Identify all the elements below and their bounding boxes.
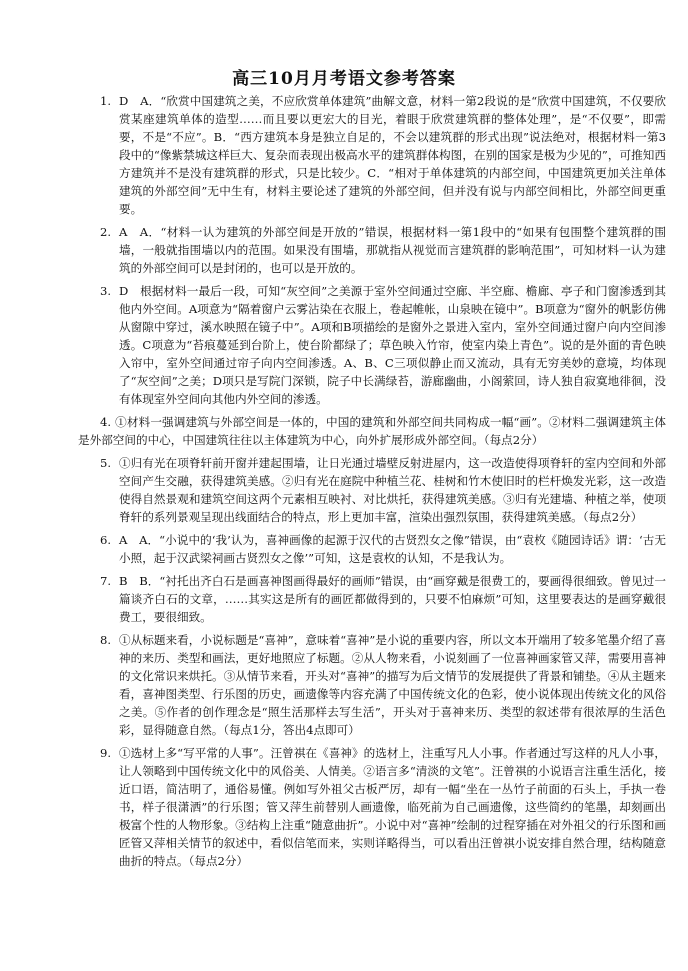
item-number: 1. [100, 94, 112, 108]
answer-item-8 [0, 631, 688, 739]
item-number: 8. [100, 633, 112, 647]
item-number: 6. [100, 533, 112, 547]
item-text: B B．“衬托出齐白石是画喜神图画得最好的画师”错误，由“画穿戴是很费工的，要画得很细致。曾见过一篇谈齐白石的文章，……其实这是所有的画匠都做得到的，只要不怕麻烦”可知，这里要表达的是画穿戴很费工，要很细致。 [119, 574, 666, 624]
item-text: A A．“小说中的‘我’认为，喜神画像的起源于汉代的古贤烈女之像”错误，由“袁枚《随园诗话》谓：‘古无小照，起于汉武梁祠画古贤烈女之像’”可知，这是袁枚的认知，不是我认为。 [119, 533, 666, 565]
answer-item-6 [0, 531, 688, 567]
item-text: ①从标题来看，小说标题是“喜神”，意味着“喜神”是小说的重要内容，所以文本开端用了较多笔墨介绍了喜神的来历、类型和画法，更好地照应了标题。②从人物来看，小说刻画了一位喜神画家管又萍，需要用喜神的文化常识来烘托。③从情节来看，开头对“喜神”的描写为后文情节的发展提供了背景和铺垫。④从主题来看，喜神图类型、行乐图的历史，画遗像等内容充满了中国传统文化的色彩，使小说体现出传统文化的风俗之美。⑤作者的创作理念是“照生活那样去写生活”，开头对于喜神来历、类型的叙述带有很浓厚的生活色彩，显得随意自然。（每点1分，答出4点即可） [119, 633, 666, 737]
item-number: 4. [100, 415, 112, 429]
item-number: 9. [100, 746, 112, 760]
answer-list [0, 92, 688, 875]
page-title: 高三10月月考语文参考答案 [232, 69, 456, 89]
answer-item-9 [0, 744, 688, 870]
answer-item-3 [0, 282, 688, 408]
item-number: 2. [100, 225, 112, 239]
item-text: ①选材上多“写平常的人事”。汪曾祺在《喜神》的选材上，注重写凡人小事。作者通过写这样的凡人小事，让人领略到中国传统文化中的风俗美、人情美。②语言多“清淡的文笔”。汪曾祺的小说语言注重生活化，接近口语，简洁明了，通俗易懂。例如写外祖父古板严厉，却有一幅“坐在一丛竹子前面的石头上，手执一卷书，样子很潇洒”的行乐图；管又萍生前替别人画遗像，临死前为自己画遗像，这些简约的笔墨，却刻画出极富个性的人物形象。③结构上注重“随意曲折”。小说中对“喜神”绘制的过程穿插在对外祖父的行乐图和画匠管又萍相关情节的叙述中，看似信笔而来，实则详略得当，可以看出汪曾祺小说安排自然合理，结构随意曲折的特点。（每点2分） [119, 746, 666, 868]
item-text: ①材料一强调建筑与外部空间是一体的，中国的建筑和外部空间共同构成一幅“画”。②材料二强调建筑主体是外部空间的中心，中国建筑往往以主体建筑为中心，向外扩展形成外部空间。（每点2分） [78, 415, 666, 447]
answer-item-7 [0, 572, 688, 626]
item-number: 3. [100, 284, 112, 298]
answer-item-1 [0, 92, 688, 218]
answer-item-2 [0, 223, 688, 277]
item-text: A A．“材料一认为建筑的外部空间是开放的”错误，根据材料一第1段中的“如果有包围整个建筑群的围墙，一般就指围墙以内的范围。如果没有围墙，那就指从视觉而言建筑群的影响范围”，可知材料一认为建筑的外部空间可以是封闭的，也可以是开放的。 [119, 225, 666, 275]
answer-item-5 [0, 454, 688, 526]
item-number: 5. [100, 456, 112, 470]
item-number: 7. [100, 574, 112, 588]
answer-item-4 [0, 413, 688, 449]
item-text: D 根据材料一最后一段，可知“灰空间”之美源于室外空间通过空廊、半空廊、檐廊、亭子和门窗渗透到其他内外空间。A项意为“隔着窗户云雾沾染在衣服上，卷起帷帐，山泉映在镜中”。B项意为“窗外的帆影仿佛从窗隙中穿过，溪水映照在镜子中”。A项和B项描绘的是窗外之景进入室内，室外空间通过窗户向内空间渗透。C项意为“苔痕蔓延到台阶上，使台阶都绿了；草色映入竹帘，使室内染上青色”。说的是外面的青色映入帘中，室外空间通过帘子向内空间渗透。A、B、C三项似静止而又流动，具有无穷美妙的意境，均体现了“灰空间”之美；D项只是写院门深锁，院子中长满绿苔，游廊幽曲，小阁萦回，诗人独自寂寞地徘徊，没有体现室外空间向其他内外空间的渗透。 [119, 284, 666, 406]
item-text: ①归有光在项脊轩前开窗并建起围墙，让日光通过墙壁反射进屋内，这一改造使得项脊轩的室内空间和外部空间产生交融，获得建筑美感。②归有光在庭院中种植兰花、桂树和竹木使旧时的栏杆焕发光彩，这一改造使得自然景观和建筑空间这两个元素相互映衬、对比烘托，获得建筑美感。③归有光建墙、种植之举，使项脊轩的系列景观呈现出线面结合的特点，形上更加丰富，渲染出强烈氛围，获得建筑美感。（每点2分） [119, 456, 666, 524]
item-text: D A．“欣赏中国建筑之美，不应欣赏单体建筑”曲解文意，材料一第2段说的是“欣赏中国建筑，不仅要欣赏某座建筑单体的造型……而且要以更宏大的目光，着眼于欣赏建筑群的整体处理”，是“不仅要”，即需要，不是“不应”。B．“西方建筑本身是独立自足的，不会以建筑群的形式出现”说法绝对，根据材料一第3段中的“像紫禁城这样巨大、复杂而表现出极高水平的建筑群体构图，在别的国家是极为少见的”，可推知西方建筑并不是没有建筑群的形式，只是比较少。C．“相对于单体建筑的内部空间，中国建筑更加关注单体建筑的外部空间”无中生有，材料主要论述了建筑的外部空间，但并没有说与内部空间相比，外部空间更重要。 [119, 94, 666, 216]
